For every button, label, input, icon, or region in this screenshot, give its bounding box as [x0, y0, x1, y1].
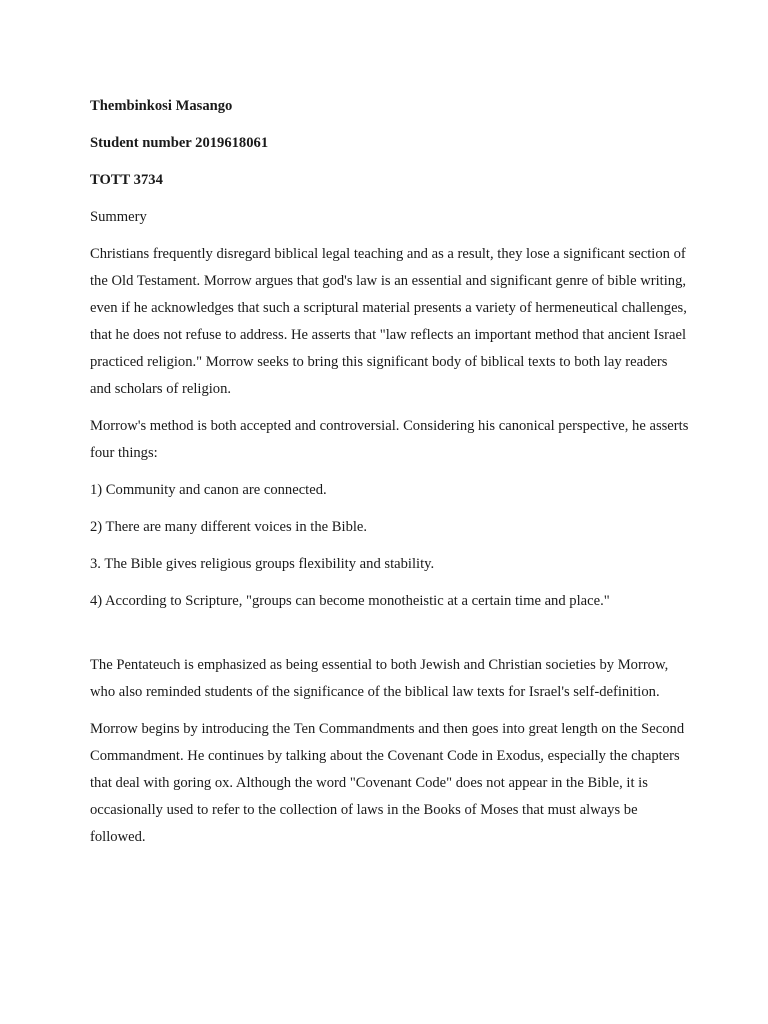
section-heading: Summery	[90, 209, 147, 225]
list-item-4: 4) According to Scripture, "groups can become monotheistic at a certain time and place."	[90, 593, 610, 609]
paragraph-pentateuch: The Pentateuch is emphasized as being essential to both Jewish and Christian societies by Morrow, who also reminded students of the significance of the biblical law texts for Israel's self-definition.	[90, 657, 669, 700]
paragraph-intro: Christians frequently disregard biblical legal teaching and as a result, they lose a significant section of the Old Testament. Morrow argues that god's law is an essential and significant genre of bible writing, even if he acknowledges that such a scriptural material presents a variety of hermeneutical challenges, that he does not refuse to address. He asserts that "law reflects an important method that ancient Israel practiced religion." Morrow seeks to bring this significant body of biblical texts to both lay readers and scholars of religion.	[90, 246, 687, 397]
list-item-1: 1) Community and canon are connected.	[90, 482, 327, 498]
student-number: Student number 2019618061	[90, 135, 269, 151]
blank-line	[90, 625, 690, 652]
paragraph-method: Morrow's method is both accepted and controversial. Considering his canonical perspective, he asserts four things:	[90, 418, 689, 461]
author-name: Thembinkosi Masango	[90, 98, 233, 114]
paragraph-commandments: Morrow begins by introducing the Ten Commandments and then goes into great length on the Second Commandment. He continues by talking about the Covenant Code in Exodus, especially the chapters that deal with goring ox. Although the word "Covenant Code" does not appear in the Bible, it is occasionally used to refer to the collection of laws in the Books of Moses that must always be followed.	[90, 721, 685, 845]
list-item-2: 2) There are many different voices in the Bible.	[90, 519, 368, 535]
list-item-3: 3. The Bible gives religious groups flexibility and stability.	[90, 556, 435, 572]
course-code: TOTT 3734	[90, 172, 163, 188]
document-page	[90, 93, 690, 861]
